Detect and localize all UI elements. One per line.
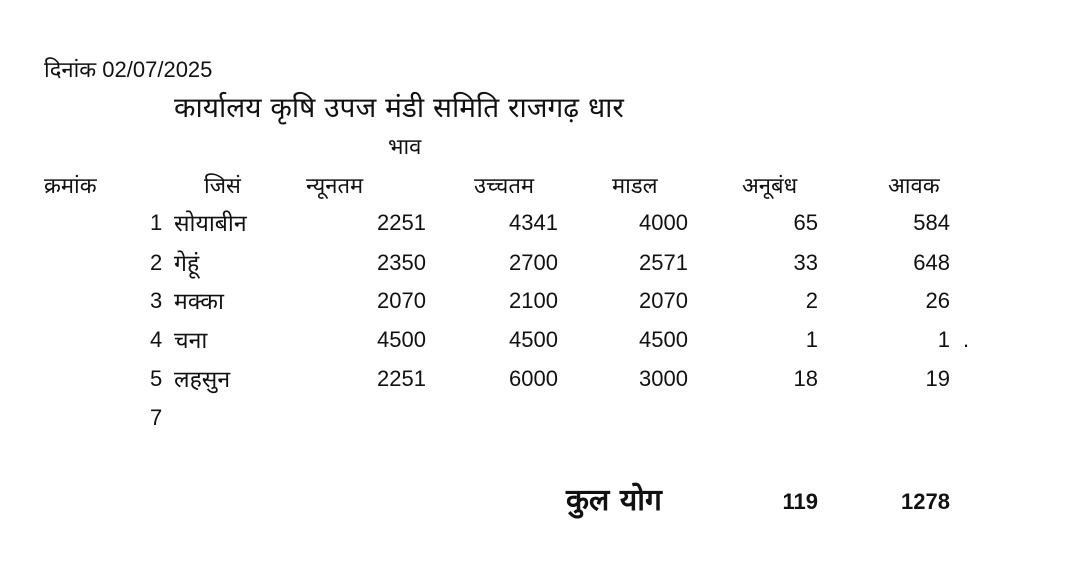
header-contract: अनूबंध: [742, 174, 798, 199]
row-modal: 2571: [639, 250, 688, 275]
table-row: [0, 288, 1080, 322]
row-modal: 4500: [639, 327, 688, 352]
row-modal: 4000: [639, 210, 688, 235]
row-contract: 1: [805, 327, 818, 352]
row-arrival: 648: [913, 250, 950, 275]
row-arrival: 19: [925, 366, 950, 391]
row-contract: 18: [793, 366, 818, 391]
total-contract: 119: [782, 489, 818, 514]
total-label: कुल योग: [566, 483, 662, 518]
header-commodity: जिसं: [204, 174, 241, 199]
row-max: 6000: [509, 366, 558, 391]
row-serial: 2: [150, 250, 163, 275]
rate-subtitle: भाव: [388, 135, 422, 160]
row-min: 4500: [377, 327, 426, 352]
row-min: 2251: [377, 366, 426, 391]
row-min: 2350: [377, 250, 426, 275]
date-line: दिनांक 02/07/2025: [44, 57, 213, 82]
row-arrival: 26: [925, 288, 950, 313]
row-commodity: सोयाबीन: [174, 211, 247, 237]
row-serial: 4: [150, 327, 163, 352]
row-contract: 2: [805, 288, 818, 313]
header-max: उच्चतम: [474, 174, 535, 199]
row-contract: 33: [793, 250, 818, 275]
row-commodity: चना: [174, 328, 208, 354]
row-contract: 65: [793, 210, 818, 235]
row-serial: 3: [150, 288, 163, 313]
row-min: 2251: [377, 210, 426, 235]
office-title: कार्यालय कृषि उपज मंडी समिति राजगढ़ धार: [174, 91, 624, 124]
row-serial: 1: [150, 210, 163, 235]
row-commodity: लहसुन: [174, 367, 231, 393]
row-max: 4500: [509, 327, 558, 352]
table-row: [0, 366, 1080, 400]
header-modal: माडल: [612, 174, 658, 199]
row-serial: 5: [150, 366, 163, 391]
row-max: 2700: [509, 250, 558, 275]
row-max: 4341: [509, 210, 558, 235]
row-arrival: 584: [913, 210, 950, 235]
row-commodity: गेहूं: [174, 251, 200, 277]
row-arrival: 1: [937, 327, 950, 352]
header-arrival: आवक: [888, 174, 940, 199]
row-modal: 3000: [639, 366, 688, 391]
table-row: [0, 210, 1080, 244]
header-min: न्यूनतम: [306, 174, 364, 199]
row-commodity: मक्का: [174, 289, 224, 315]
stray-mark: .: [963, 327, 970, 352]
total-arrival: 1278: [901, 489, 950, 514]
extra-serial: 7: [150, 405, 163, 430]
row-min: 2070: [377, 288, 426, 313]
table-row: [0, 250, 1080, 284]
row-max: 2100: [509, 288, 558, 313]
header-serial: क्रमांक: [44, 174, 97, 199]
row-modal: 2070: [639, 288, 688, 313]
table-row: [0, 327, 1080, 361]
